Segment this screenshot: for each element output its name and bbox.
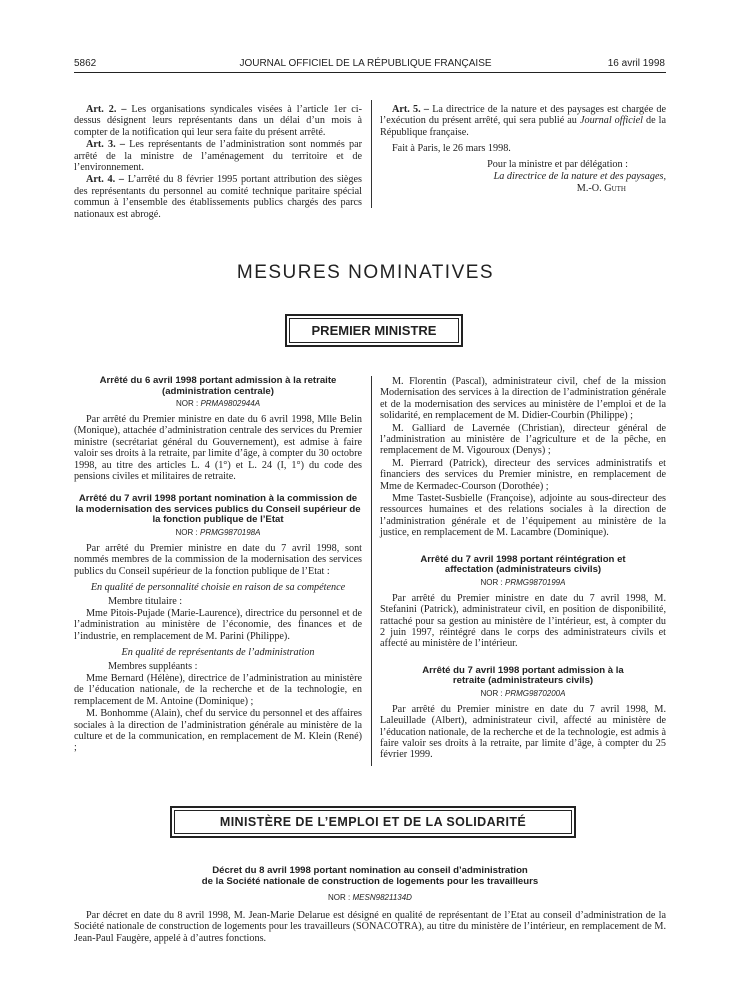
article-label: Art. 4. –	[86, 174, 125, 186]
nor-label: NOR :	[328, 893, 351, 902]
arrete1-body: Par arrêté du Premier ministre en date du 6 avril 1998, Mlle Belin (Monique), attachée d’administration centrale des services du Premier ministre (secrétariat général du Gouvernement), est admise à faire valoir ses droits à la retraite, par limite d’âge, à compter du 30 octobre 1998, au titre des articles L. 4 (1°) et L. 24 (I, 1°) du code des pensions civiles et militaires de retraite.	[74, 414, 362, 483]
arrete2-p2: Mme Bernard (Hélène), directrice de l’administration au ministère de l’éducation nationale, de la recherche et de la technologie, en remplacement de M. Antoine (Dominique) ;	[74, 673, 362, 707]
nor-code: PRMA9802944A	[200, 399, 261, 408]
decret-section	[74, 866, 666, 945]
header-date: 16 avril 1998	[607, 58, 665, 69]
column-divider-main	[371, 376, 372, 766]
journal-italic: Journal officiel	[579, 115, 643, 127]
decret-title-1: Décret du 8 avril 1998 portant nomination au conseil d’administration	[212, 865, 528, 876]
arrete3-title: Arrêté du 7 avril 1998 portant réintégration et affectation (administrateurs civils)	[420, 553, 626, 576]
box-label: PREMIER MINISTRE	[289, 318, 459, 343]
arrete2-p5: M. Galliard de Lavernée (Christian), directeur général de l’administration au ministère de l’agriculture et de la pêche, en remplacement de M. Vigouroux (Denys) ;	[380, 422, 666, 457]
arrete4-nor	[380, 689, 666, 698]
page-number: 5862	[74, 58, 97, 69]
arrete3-body: Par arrêté du Premier ministre en date du 7 avril 1998, M. Stefanini (Patrick), administrateur civil, en position de disponibilité, rattaché pour sa gestion au ministère de l’intérieur, est, à compter du 2 juin 1997, réintégré dans le corps des administrateurs civils et affecté au ministère de l’intérieur.	[380, 592, 666, 650]
header-rule	[74, 72, 666, 73]
arrete4-body-block	[380, 704, 666, 761]
journal-title: JOURNAL OFFICIEL DE LA RÉPUBLIQUE FRANÇAISE	[239, 58, 492, 69]
nor-label: NOR :	[480, 688, 503, 698]
nor-code: PRMG9870198A	[199, 527, 261, 537]
signature-line-1: Pour la ministre et par délégation :	[487, 158, 628, 170]
arrete2-p1: Mme Pitois-Pujade (Marie-Laurence), directrice du personnel et de l’administration au ministère de l’économie, des finances et de l’industrie, en remplacement de M. Parini (Philippe).	[74, 607, 362, 642]
decret-body-block	[74, 910, 666, 944]
section-title: MESURES NOMINATIVES	[236, 262, 495, 283]
arrete2-p3: M. Bonhomme (Alain), chef du service du personnel et des affaires sociales à la direction de l’administration générale au ministère de la culture et de la communication, en remplacement de M. Klein (René) ;	[74, 708, 362, 754]
arrete2-title: Arrêté du 7 avril 1998 portant nomination à la commission de la modernisation des services publics du Conseil supérieur de la fonction publique de l’Etat	[75, 493, 361, 526]
decret-title-2: de la Société nationale de construction de logements pour les travailleurs	[201, 875, 539, 887]
top-right-article	[380, 104, 666, 196]
arrete3-nor	[380, 578, 666, 587]
top-left-articles	[74, 104, 362, 221]
article-5	[380, 104, 666, 138]
membre-titulaire: Membre titulaire :	[108, 595, 183, 607]
left-column	[74, 376, 362, 755]
article-text: Les organisations syndicales visées à l’article 1er ci-dessus désignent leurs représentants dans un délai d’un mois à compter de la notification qui leur sera faite du présent arrêté.	[74, 104, 362, 138]
premier-ministre-box	[285, 314, 463, 347]
arrete2-p7: Mme Tastet-Susbielle (Françoise), adjointe au sous-directeur des ressources humaines et des relations sociales à la direction de l’administration générale et de l’équipement au ministère de la justice, en remplacement de M. Lacambre (Dominique).	[380, 493, 666, 539]
membres-suppleants: Membres suppléants :	[108, 660, 198, 672]
article-2	[74, 104, 362, 138]
article-text: Les représentants de l’administration sont nommés par arrêté de la ministre de l’aménagement du territoire et de l’environnement.	[74, 139, 362, 174]
nor-label: NOR :	[480, 577, 503, 587]
nor-code: PRMG9870199A	[504, 577, 566, 587]
nor-label: NOR :	[175, 399, 199, 408]
arrete2-p6: M. Pierrard (Patrick), directeur des services administratifs et financiers des services du Premier ministre, en remplacement de Mme de Kermadec-Courson (Dorothée) ;	[380, 457, 666, 492]
signature-line-2: La directrice de la nature et des paysages,	[493, 171, 666, 183]
article-4	[74, 174, 362, 220]
article-label: Art. 2. –	[86, 104, 127, 115]
arrete2-subtitle-2: En qualité de représentants de l’administration	[121, 647, 315, 659]
decret-body: Par décret en date du 8 avril 1998, M. Jean-Marie Delarue est désigné en qualité de représentant de l’Etat au conseil d’administration de la Société nationale de construction de logements pour les travailleurs (SONACOTRA), au titre du ministère de l’intérieur, en remplacement de M. Jean-Paul Faugère, appelé à d’autres fonctions.	[74, 910, 666, 944]
place-date: Fait à Paris, le 26 mars 1998.	[392, 143, 511, 155]
decret-nor	[74, 893, 666, 902]
article-text: L’arrêté du 8 février 1995 portant attribution des sièges des représentants du personnel au comité technique paritaire spécial commun à l’ensemble des établissements publics chargés des parcs nationaux est abrogé.	[74, 174, 363, 220]
arrete4-body: Par arrêté du Premier ministre en date du 7 avril 1998, M. Laleuillade (Albert), administrateur civil, affecté au ministère de l’éducation nationale, de la recherche et de la technologie, est admis à faire valoir ses droits à la retraite, par limite d’âge, à compter du 25 février 1999.	[380, 703, 666, 761]
arrete1-title: Arrêté du 6 avril 1998 portant admission à la retraite (administration centrale)	[99, 375, 337, 397]
article-text-end: de la République française.	[380, 115, 667, 138]
arrete2-subtitle-1: En qualité de personnalité choisie en raison de sa compétence	[90, 582, 346, 594]
arrete2-nor	[74, 528, 362, 537]
box-label: MINISTÈRE DE L’EMPLOI ET DE LA SOLIDARITÉ	[174, 810, 572, 834]
nor-code: MESN9821134D	[352, 893, 412, 902]
nor-label: NOR :	[175, 527, 198, 537]
arrete4-title: Arrêté du 7 avril 1998 portant admission à la retraite (administrateurs civils)	[422, 664, 624, 687]
signature-name: M.-O. Guth	[576, 183, 626, 195]
arrete1-body-block	[74, 414, 362, 482]
arrete3-body-block	[380, 593, 666, 650]
arrete2-body-block	[74, 543, 362, 754]
article-3	[74, 139, 362, 173]
article-label: Art. 3. –	[86, 139, 125, 151]
article-label: Art. 5. –	[392, 104, 429, 115]
arrete2-p4: M. Florentin (Pascal), administrateur civil, chef de la mission Modernisation des services à la direction de l’administration générale et de la modernisation des services au ministère de l’emploi et de la solidarité, en remplacement de M. Didier-Courbin (Philippe) ;	[380, 376, 666, 422]
right-column	[380, 376, 666, 762]
arrete2-intro: Par arrêté du Premier ministre en date du 7 avril 1998, sont nommés membres de la commission de la modernisation des services publics du Conseil supérieur de la fonction publique de l’Etat :	[74, 542, 362, 577]
article-text: La directrice de la nature et des paysages est chargée de l’exécution du présent arrêté, qui sera publié au	[380, 104, 666, 127]
arrete1-nor	[74, 399, 362, 408]
arrete2-continued	[380, 376, 666, 539]
ministere-emploi-box	[170, 806, 576, 838]
nor-code: PRMG9870200A	[504, 688, 566, 698]
column-divider-top	[371, 100, 372, 208]
